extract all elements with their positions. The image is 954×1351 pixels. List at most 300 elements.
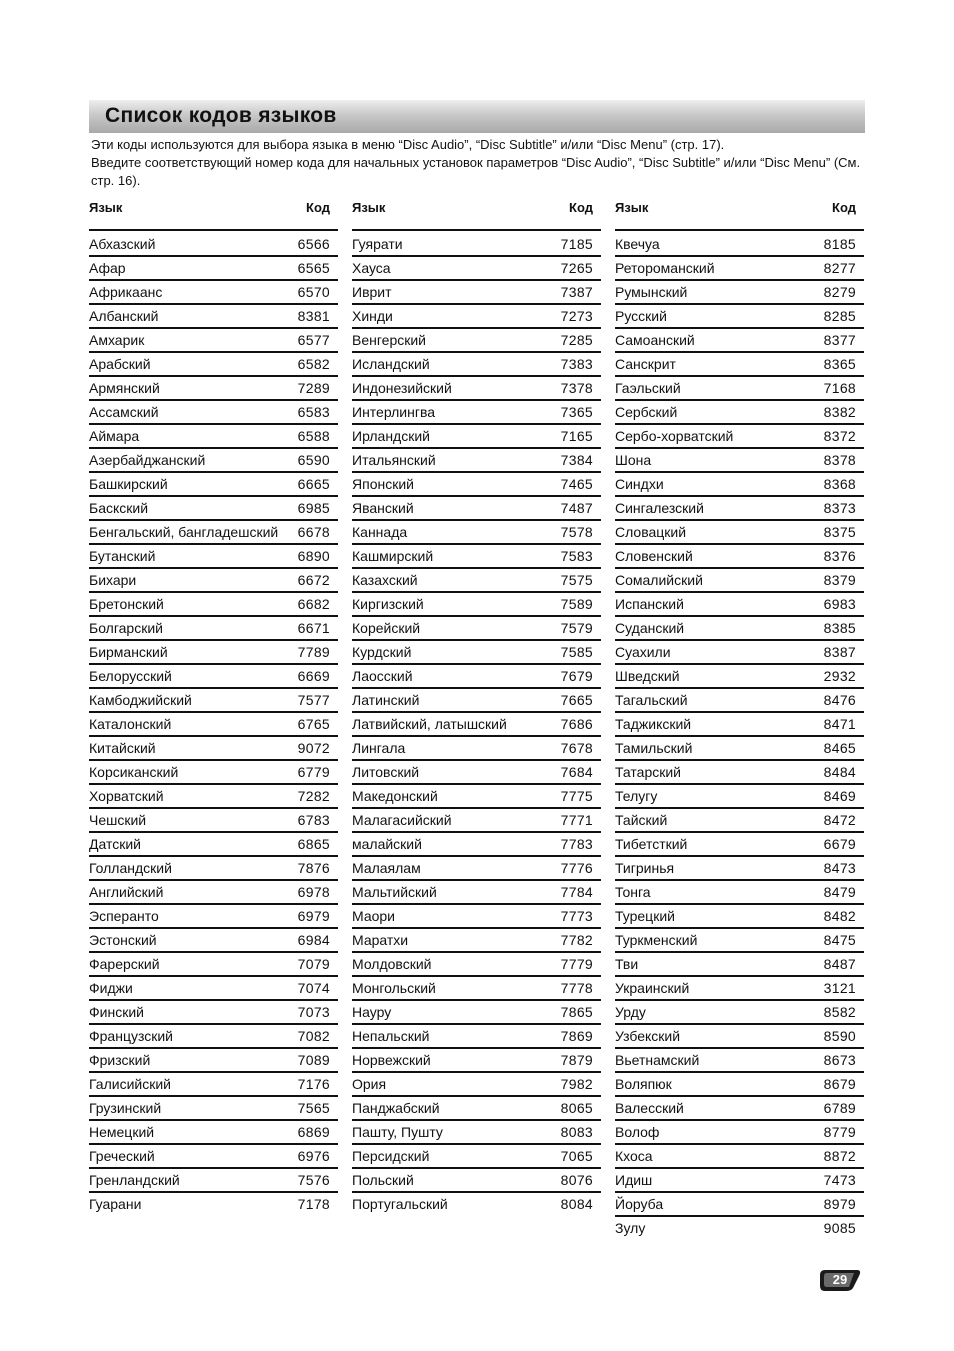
language-code: 6565 (297, 260, 330, 276)
language-code: 6582 (297, 356, 330, 372)
language-code: 6588 (297, 428, 330, 444)
table-row (89, 977, 338, 1001)
language-name: Панджабский (352, 1100, 440, 1116)
language-code: 8285 (823, 308, 856, 324)
language-code: 7578 (560, 524, 593, 540)
language-code: 8779 (823, 1124, 856, 1140)
language-name: Эсперанто (89, 908, 159, 924)
language-code: 6566 (297, 236, 330, 252)
language-code: 8076 (560, 1172, 593, 1188)
language-name: Бутанский (89, 548, 156, 564)
language-code: 7289 (297, 380, 330, 396)
language-code: 8590 (823, 1028, 856, 1044)
table-row (352, 737, 601, 761)
language-code: 8385 (823, 620, 856, 636)
language-code: 7565 (297, 1100, 330, 1116)
table-row (615, 1193, 864, 1217)
language-name: Сингалезский (615, 500, 704, 516)
language-name: Синдхи (615, 476, 664, 492)
language-code: 7771 (560, 812, 593, 828)
table-row (615, 473, 864, 497)
table-row (352, 1121, 601, 1145)
language-rows (352, 233, 601, 1215)
table-row (615, 1169, 864, 1193)
table-row (352, 713, 601, 737)
table-row (615, 1097, 864, 1121)
language-name: Бихари (89, 572, 137, 588)
language-code: 6765 (297, 716, 330, 732)
language-code: 7082 (297, 1028, 330, 1044)
language-code: 7776 (560, 860, 593, 876)
language-name: Румынский (615, 284, 688, 300)
language-name: Португальский (352, 1196, 448, 1212)
language-code: 7165 (560, 428, 593, 444)
table-row (89, 713, 338, 737)
language-name: Киргизский (352, 596, 424, 612)
table-row (352, 1169, 601, 1193)
language-name: Йоруба (615, 1196, 664, 1212)
language-name: Белорусский (89, 668, 172, 684)
language-code: 8465 (823, 740, 856, 756)
table-row (352, 233, 601, 257)
code-header: Код (306, 200, 330, 215)
language-code: 8375 (823, 524, 856, 540)
table-row (615, 929, 864, 953)
language-code: 8484 (823, 764, 856, 780)
language-name: Финский (89, 1004, 144, 1020)
language-code: 7285 (560, 332, 593, 348)
table-row (352, 329, 601, 353)
table-row (352, 449, 601, 473)
table-row (352, 377, 601, 401)
language-name: Литовский (352, 764, 420, 780)
language-name: Кхоса (615, 1148, 653, 1164)
language-code: 7384 (560, 452, 593, 468)
language-code: 6570 (297, 284, 330, 300)
language-code: 6682 (297, 596, 330, 612)
language-name: Бирманский (89, 644, 168, 660)
language-code: 6671 (297, 620, 330, 636)
table-row (615, 881, 864, 905)
language-code: 7775 (560, 788, 593, 804)
language-name: Ирландский (352, 428, 430, 444)
language-name: Лаосский (352, 668, 413, 684)
language-name: Фиджи (89, 980, 133, 996)
language-name: Мальтийский (352, 884, 437, 900)
table-row (89, 1001, 338, 1025)
language-name: Санскрит (615, 356, 676, 372)
language-code: 8376 (823, 548, 856, 564)
table-row (615, 1001, 864, 1025)
language-name: Албанский (89, 308, 159, 324)
language-code: 6669 (297, 668, 330, 684)
table-row (352, 545, 601, 569)
code-header: Код (832, 200, 856, 215)
language-name: Шведский (615, 668, 680, 684)
language-name: Малагасийский (352, 812, 452, 828)
language-code: 6890 (297, 548, 330, 564)
language-name: Фризский (89, 1052, 151, 1068)
table-row (615, 257, 864, 281)
table-row (89, 569, 338, 593)
language-code: 6672 (297, 572, 330, 588)
language-code: 7282 (297, 788, 330, 804)
language-code: 6665 (297, 476, 330, 492)
intro-line-2: Введите соответствующий номер кода для начальных установок параметров “Disc Audio”, “Disc Subtitle” и/или “Disc Menu” (См. стр. 16). (91, 155, 861, 188)
language-name: Монгольский (352, 980, 436, 996)
language-name: Науру (352, 1004, 392, 1020)
language-code: 8279 (823, 284, 856, 300)
language-code: 7185 (560, 236, 593, 252)
language-code: 7168 (823, 380, 856, 396)
language-name: Украинский (615, 980, 690, 996)
language-name: Гренландский (89, 1172, 180, 1188)
table-row (352, 665, 601, 689)
language-header: Язык (89, 200, 123, 215)
language-code: 8185 (823, 236, 856, 252)
language-code: 7869 (560, 1028, 593, 1044)
language-code: 9085 (823, 1220, 856, 1236)
table-row (352, 593, 601, 617)
language-column-3 (615, 196, 864, 1239)
table-row (352, 641, 601, 665)
language-name: Зулу (615, 1220, 646, 1236)
language-name: Урду (615, 1004, 646, 1020)
language-name: Африкаанс (89, 284, 163, 300)
language-name: Немецкий (89, 1124, 155, 1140)
table-row (352, 785, 601, 809)
table-row (615, 329, 864, 353)
page-number-badge (819, 1268, 861, 1292)
language-name: Норвежский (352, 1052, 431, 1068)
table-row (615, 353, 864, 377)
language-name: Тонга (615, 884, 651, 900)
language-name: Турецкий (615, 908, 675, 924)
language-rows (615, 233, 864, 1239)
page-title: Список кодов языков (105, 104, 337, 127)
language-code: 8673 (823, 1052, 856, 1068)
language-code: 8872 (823, 1148, 856, 1164)
language-code: 7273 (560, 308, 593, 324)
language-code: 7778 (560, 980, 593, 996)
language-code: 6789 (823, 1100, 856, 1116)
language-code: 7265 (560, 260, 593, 276)
language-code: 6976 (297, 1148, 330, 1164)
language-name: Хорватский (89, 788, 164, 804)
language-code: 7378 (560, 380, 593, 396)
language-code: 7487 (560, 500, 593, 516)
table-row (89, 425, 338, 449)
language-name: Македонский (352, 788, 438, 804)
language-code: 7176 (297, 1076, 330, 1092)
table-row (352, 905, 601, 929)
language-code: 7585 (560, 644, 593, 660)
language-name: Малаялам (352, 860, 421, 876)
language-name: Камбоджийский (89, 692, 192, 708)
table-row (89, 857, 338, 881)
table-row (89, 1049, 338, 1073)
table-row (352, 833, 601, 857)
table-row (615, 1073, 864, 1097)
table-row (615, 713, 864, 737)
language-name: Волоф (615, 1124, 660, 1140)
language-name: Персидский (352, 1148, 430, 1164)
language-name: Башкирский (89, 476, 168, 492)
language-code: 7583 (560, 548, 593, 564)
language-name: Молдовский (352, 956, 432, 972)
language-code: 7779 (560, 956, 593, 972)
table-row (352, 689, 601, 713)
language-code: 8472 (823, 812, 856, 828)
column-header (89, 196, 338, 231)
language-name: Словенский (615, 548, 693, 564)
language-code: 8679 (823, 1076, 856, 1092)
language-name: Идиш (615, 1172, 653, 1188)
table-row (89, 281, 338, 305)
language-code: 7589 (560, 596, 593, 612)
language-code: 7686 (560, 716, 593, 732)
column-header (615, 196, 864, 231)
language-name: Ретороманский (615, 260, 715, 276)
table-row (89, 809, 338, 833)
language-name: Датский (89, 836, 141, 852)
table-row (352, 809, 601, 833)
language-name: Тигринья (615, 860, 675, 876)
table-row (352, 953, 601, 977)
table-row (352, 1049, 601, 1073)
language-code: 2932 (823, 668, 856, 684)
language-name: Французский (89, 1028, 173, 1044)
language-name: Голландский (89, 860, 172, 876)
intro-line-1: Эти коды используются для выбора языка в меню “Disc Audio”, “Disc Subtitle” и/или “Disc Menu” (стр. 17). (91, 137, 725, 152)
language-name: Болгарский (89, 620, 163, 636)
language-name: Абхазский (89, 236, 156, 252)
table-row (615, 809, 864, 833)
language-code: 8476 (823, 692, 856, 708)
language-name: Узбекский (615, 1028, 681, 1044)
table-row (89, 617, 338, 641)
language-code: 7879 (560, 1052, 593, 1068)
table-row (89, 737, 338, 761)
table-row (89, 1193, 338, 1215)
language-code: 8979 (823, 1196, 856, 1212)
language-code: 7684 (560, 764, 593, 780)
table-row (89, 449, 338, 473)
language-code: 6779 (297, 764, 330, 780)
language-name: Исландский (352, 356, 430, 372)
table-row (352, 569, 601, 593)
language-name: Ассамский (89, 404, 159, 420)
language-code: 7178 (297, 1196, 330, 1212)
table-row (352, 1193, 601, 1215)
language-code: 6679 (823, 836, 856, 852)
table-row (615, 1025, 864, 1049)
language-name: Итальянский (352, 452, 436, 468)
table-row (615, 497, 864, 521)
table-row (89, 497, 338, 521)
language-code: 7079 (297, 956, 330, 972)
table-row (615, 689, 864, 713)
table-row (89, 1097, 338, 1121)
language-code: 7865 (560, 1004, 593, 1020)
language-code: 8277 (823, 260, 856, 276)
language-code: 8487 (823, 956, 856, 972)
language-code: 8479 (823, 884, 856, 900)
table-row (352, 929, 601, 953)
language-code: 7575 (560, 572, 593, 588)
language-name: Аймара (89, 428, 140, 444)
language-name: Сомалийский (615, 572, 703, 588)
language-code: 8065 (560, 1100, 593, 1116)
table-row (352, 761, 601, 785)
table-row (89, 305, 338, 329)
language-name: Тибетсткий (615, 836, 688, 852)
table-row (352, 977, 601, 1001)
language-code: 7665 (560, 692, 593, 708)
language-code: 7465 (560, 476, 593, 492)
language-name: Индонезийский (352, 380, 452, 396)
language-name: Арабский (89, 356, 151, 372)
table-row (615, 305, 864, 329)
table-row (352, 425, 601, 449)
table-row (352, 1073, 601, 1097)
language-code: 7473 (823, 1172, 856, 1188)
language-code: 7073 (297, 1004, 330, 1020)
language-code: 8382 (823, 404, 856, 420)
table-row (615, 1049, 864, 1073)
table-row (89, 1145, 338, 1169)
table-row (615, 425, 864, 449)
table-row (89, 593, 338, 617)
language-code: 7678 (560, 740, 593, 756)
language-code: 7982 (560, 1076, 593, 1092)
language-name: Хинди (352, 308, 393, 324)
table-row (615, 1121, 864, 1145)
language-code: 8368 (823, 476, 856, 492)
language-name: Суданский (615, 620, 685, 636)
language-name: Сербский (615, 404, 678, 420)
language-name: Тайский (615, 812, 668, 828)
language-name: Яванский (352, 500, 414, 516)
table-row (615, 449, 864, 473)
table-row (352, 521, 601, 545)
language-name: Корсиканский (89, 764, 179, 780)
language-name: Шона (615, 452, 652, 468)
language-code: 7773 (560, 908, 593, 924)
table-row (615, 857, 864, 881)
language-name: Бретонский (89, 596, 164, 612)
table-row (615, 1145, 864, 1169)
language-code: 8379 (823, 572, 856, 588)
table-row (352, 881, 601, 905)
language-name: Валесский (615, 1100, 684, 1116)
language-code: 8582 (823, 1004, 856, 1020)
table-row (352, 473, 601, 497)
table-row (89, 377, 338, 401)
table-row (89, 353, 338, 377)
table-row (615, 737, 864, 761)
language-name: Амхарик (89, 332, 145, 348)
language-code: 8378 (823, 452, 856, 468)
language-name: Гаэльский (615, 380, 681, 396)
table-row (615, 401, 864, 425)
language-code: 7383 (560, 356, 593, 372)
language-name: Интерлингва (352, 404, 436, 420)
language-name: Китайский (89, 740, 156, 756)
table-row (615, 281, 864, 305)
language-name: Курдский (352, 644, 412, 660)
language-name: Польский (352, 1172, 414, 1188)
language-code: 8377 (823, 332, 856, 348)
table-row (89, 1025, 338, 1049)
table-row (89, 401, 338, 425)
table-row (89, 329, 338, 353)
table-row (352, 305, 601, 329)
language-code: 8387 (823, 644, 856, 660)
table-row (615, 977, 864, 1001)
language-name: Венгерский (352, 332, 426, 348)
table-row (89, 905, 338, 929)
language-name: Маратхи (352, 932, 409, 948)
language-code: 6783 (297, 812, 330, 828)
language-code: 6590 (297, 452, 330, 468)
language-name: Английский (89, 884, 164, 900)
language-code: 7579 (560, 620, 593, 636)
table-row (615, 521, 864, 545)
language-code: 7876 (297, 860, 330, 876)
language-code: 6985 (297, 500, 330, 516)
table-row (615, 1217, 864, 1239)
language-name: Непальский (352, 1028, 430, 1044)
language-name: Вьетнамский (615, 1052, 700, 1068)
language-column-2 (352, 196, 601, 1215)
language-header: Язык (615, 200, 649, 215)
language-name: Сербо-хорватский (615, 428, 734, 444)
language-code: 8381 (297, 308, 330, 324)
language-code: 6978 (297, 884, 330, 900)
table-row (89, 233, 338, 257)
language-code: 9072 (297, 740, 330, 756)
table-row (89, 785, 338, 809)
language-code: 8373 (823, 500, 856, 516)
language-name: Кашмирский (352, 548, 434, 564)
intro-text (91, 136, 867, 190)
language-code: 8083 (560, 1124, 593, 1140)
language-name: Маори (352, 908, 395, 924)
table-row (615, 905, 864, 929)
language-code: 7065 (560, 1148, 593, 1164)
language-name: Латвийский, латышский (352, 716, 507, 732)
table-row (352, 1145, 601, 1169)
language-code: 8471 (823, 716, 856, 732)
table-row (352, 857, 601, 881)
table-row (89, 473, 338, 497)
language-name: Телугу (615, 788, 658, 804)
table-row (89, 665, 338, 689)
language-name: Японский (352, 476, 414, 492)
table-row (89, 761, 338, 785)
table-row (615, 785, 864, 809)
language-name: Баскский (89, 500, 149, 516)
language-name: Воляпюк (615, 1076, 672, 1092)
table-row (89, 929, 338, 953)
table-row (352, 617, 601, 641)
table-row (615, 545, 864, 569)
language-name: Самоанский (615, 332, 695, 348)
language-name: Грузинский (89, 1100, 162, 1116)
language-code: 7577 (297, 692, 330, 708)
table-row (615, 833, 864, 857)
